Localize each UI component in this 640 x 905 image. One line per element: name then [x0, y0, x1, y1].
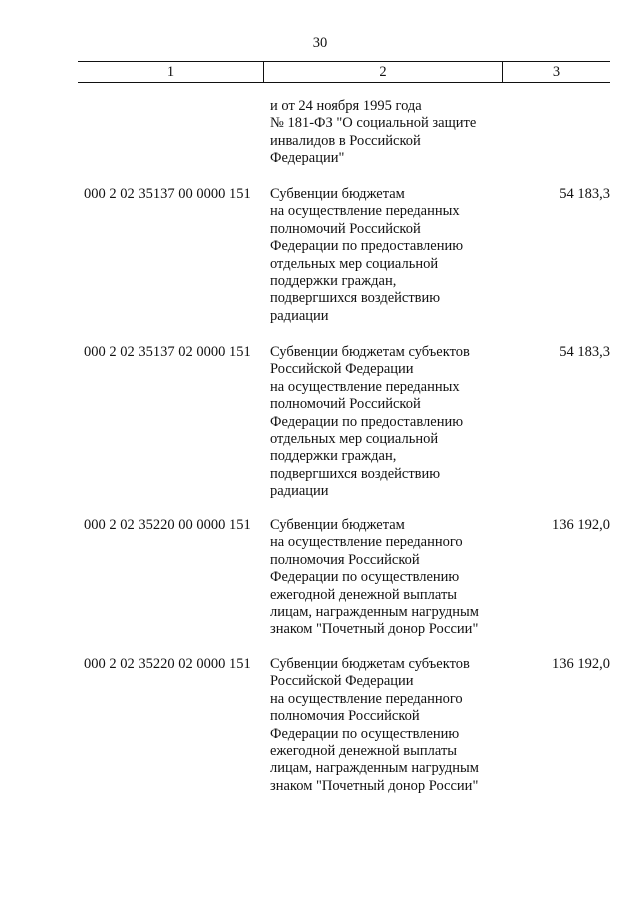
description-line: поддержки граждан, — [270, 273, 397, 290]
row-amount: 54 183,3 — [559, 186, 610, 202]
budget-code: 000 2 02 35220 00 0000 151 — [84, 517, 251, 533]
description-line: Российской Федерации — [270, 673, 414, 690]
row-amount: 54 183,3 — [559, 344, 610, 360]
row-amount: 136 192,0 — [552, 656, 610, 672]
description-line: Субвенции бюджетам субъектов — [270, 656, 470, 672]
description-line: полномочия Российской — [270, 551, 420, 568]
description-line: поддержки граждан, — [270, 448, 397, 465]
description-line: Федерации" — [270, 150, 345, 167]
description-line: ежегодной денежной выплаты — [270, 743, 458, 760]
description-line: Федерации по осуществлению — [270, 725, 460, 742]
header-col-1: 1 — [78, 62, 264, 82]
description-line: Федерации по осуществлению — [270, 569, 460, 586]
header-col-2: 2 — [264, 62, 503, 82]
description-line: отдельных мер социальной — [270, 255, 439, 272]
page-number: 30 — [312, 35, 328, 51]
description-line: полномочий Российской — [270, 396, 421, 413]
description-line: знаком "Почетный донор России" — [270, 621, 479, 638]
description-line: лицам, награжденным нагрудным — [270, 604, 479, 621]
description-line: Субвенции бюджетам — [270, 517, 405, 533]
description-line: на осуществление переданных — [270, 378, 460, 395]
budget-code: 000 2 02 35137 00 0000 151 — [84, 186, 251, 202]
budget-code: 000 2 02 35220 02 0000 151 — [84, 656, 251, 672]
description-line: подвергшихся воздействию — [270, 465, 441, 482]
description-line: Федерации по предоставлению — [270, 238, 464, 255]
description-line: Российской Федерации — [270, 361, 414, 378]
row-description — [270, 656, 510, 795]
description-line: полномочий Российской — [270, 220, 421, 237]
description-line: радиации — [270, 307, 329, 324]
description-line: № 181-ФЗ "О социальной защите — [270, 115, 477, 132]
description-line: на осуществление переданных — [270, 203, 460, 220]
row-description — [270, 517, 510, 639]
header-col-3: 3 — [552, 64, 561, 80]
description-line: инвалидов в Российской — [270, 132, 421, 149]
description-line: и от 24 ноября 1995 года — [270, 98, 422, 114]
description-line: Субвенции бюджетам — [270, 186, 405, 202]
description-line: на осуществление переданного — [270, 534, 463, 551]
row-description — [270, 186, 510, 325]
row-amount: 136 192,0 — [552, 517, 610, 533]
row-description — [270, 344, 510, 501]
description-line: ежегодной денежной выплаты — [270, 586, 458, 603]
description-line: отдельных мер социальной — [270, 431, 439, 448]
description-line: знаком "Почетный донор России" — [270, 777, 479, 794]
continuation-description — [270, 98, 510, 168]
table-header — [78, 61, 610, 83]
description-line: Субвенции бюджетам субъектов — [270, 344, 470, 360]
description-line: подвергшихся воздействию — [270, 290, 441, 307]
description-line: на осуществление переданного — [270, 690, 463, 707]
budget-code: 000 2 02 35137 02 0000 151 — [84, 344, 251, 360]
description-line: полномочия Российской — [270, 708, 420, 725]
description-line: лицам, награжденным нагрудным — [270, 760, 479, 777]
description-line: радиации — [270, 483, 329, 500]
description-line: Федерации по предоставлению — [270, 413, 464, 430]
